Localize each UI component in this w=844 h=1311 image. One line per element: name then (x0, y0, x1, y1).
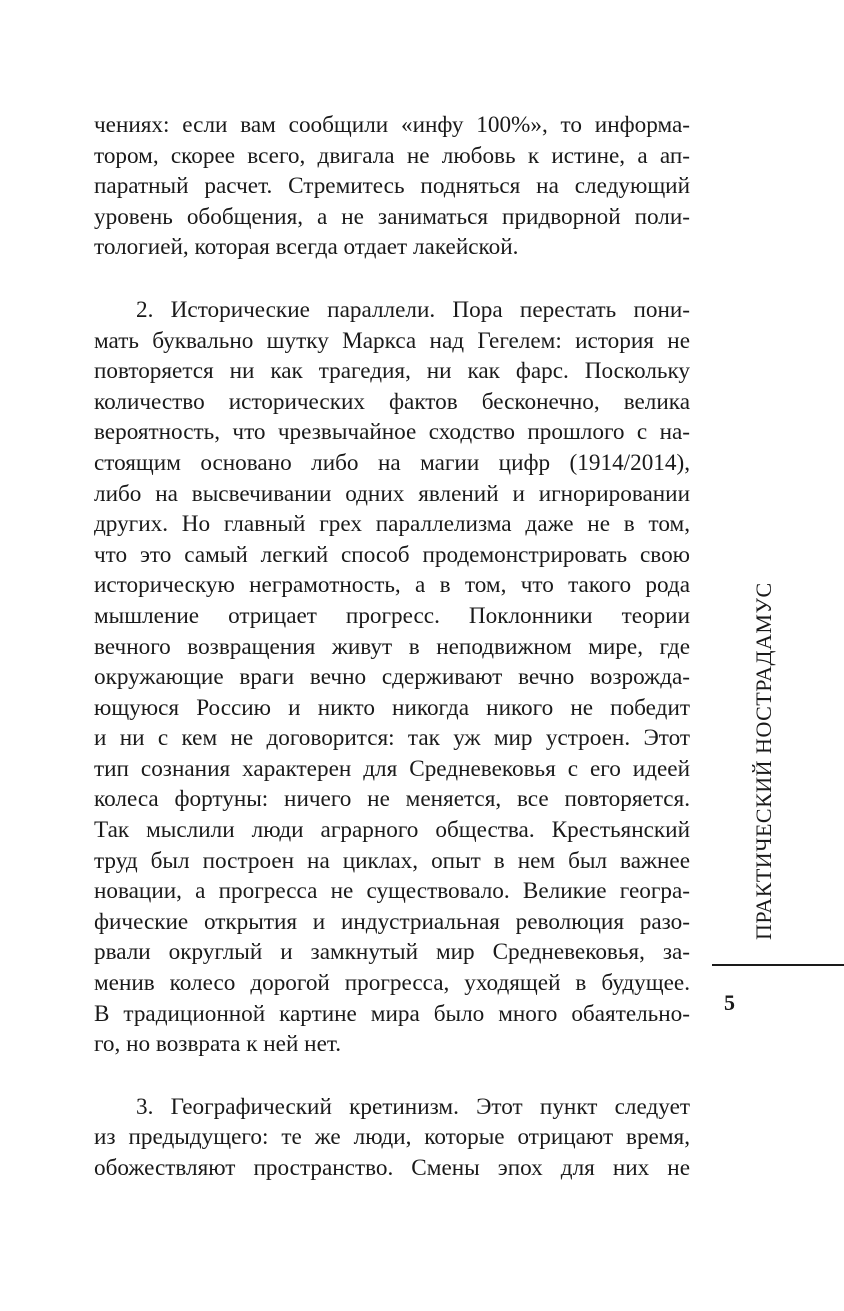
text-line: количество исторических фактов бесконечно, велика (94, 388, 690, 415)
text-line: из предыдущего: те же люди, которые отрицают время, (94, 1124, 690, 1151)
text-line: менив колесо дорогой прогресса, уходящей в будущее. (94, 970, 690, 997)
text-line: фические открытия и индустриальная революция разо- (94, 908, 690, 935)
text-line: вероятность, что чрезвычайное сходство прошлого с на- (94, 419, 690, 446)
paragraph-1 (94, 110, 690, 263)
text-line: окружающие враги вечно сдерживают вечно возрожда- (94, 664, 690, 691)
page-number: 5 (724, 990, 735, 1015)
paragraph-gap (94, 1060, 690, 1092)
text-line: обожествляют пространство. Смены эпох для них не (94, 1155, 690, 1181)
paragraph-2 (94, 295, 690, 1060)
text-line: Так мыслили люди аграрного общества. Крестьянский (94, 817, 690, 844)
text-line: повторяется ни как трагедия, ни как фарс. Поскольку (94, 358, 690, 385)
text-line: тологией, которая всегда отдает лакейской. (94, 234, 519, 261)
text-line: тип сознания характерен для Средневековья с его идеей (94, 755, 690, 782)
running-head-rule (712, 964, 844, 966)
text-line: вечного возвращения живут в неподвижном мире, где (94, 633, 690, 660)
paragraph-gap (94, 263, 690, 295)
text-line: стоящим основано либо на магии цифр (1914/2014), (94, 449, 690, 476)
text-line: го, но возврата к ней нет. (94, 1031, 342, 1058)
text-line: и ни с кем не договорится: так уж мир устроен. Этот (94, 725, 690, 752)
text-line: историческую неграмотность, а в том, что такого рода (94, 572, 690, 599)
text-line: 2. Исторические параллели. Пора перестать пони- (136, 296, 690, 323)
text-line: новации, а прогресса не существовало. Великие геогра- (94, 878, 690, 905)
paragraph-3 (94, 1092, 690, 1184)
text-line: рвали округлый и замкнутый мир Средневековья, за- (94, 939, 690, 966)
text-line: паратный расчет. Стремитесь подняться на следующий (94, 173, 690, 200)
text-line: 3. Географический кретинизм. Этот пункт следует (136, 1093, 690, 1120)
text-line: чениях: если вам сообщили «инфу 100%», то информа- (94, 112, 690, 138)
text-line: других. Но главный грех параллелизма даже не в том, (94, 511, 690, 538)
text-line: ющуюся Россию и никто никогда никого не победит (94, 694, 690, 721)
running-head: ПРАКТИЧЕСКИЙ НОСТРАДАМУС (751, 582, 776, 940)
page-body-text (94, 110, 690, 1184)
text-line: уровень обобщения, а не заниматься придворной поли- (94, 203, 690, 230)
text-line: либо на высвечивании одних явлений и игнорировании (94, 480, 690, 507)
text-line: труд был построен на циклах, опыт в нем был важнее (94, 847, 690, 874)
text-line: мышление отрицает прогресс. Поклонники теории (94, 602, 690, 629)
text-line: мать буквально шутку Маркса над Гегелем: история не (94, 327, 690, 354)
text-line: колеса фортуны: ничего не меняется, все повторяется. (94, 786, 690, 813)
text-line: тором, скорее всего, двигала не любовь к истине, а ап- (94, 142, 690, 169)
text-line: В традиционной картине мира было много обаятельно- (94, 1000, 690, 1027)
text-line: что это самый легкий способ продемонстрировать свою (94, 541, 690, 568)
